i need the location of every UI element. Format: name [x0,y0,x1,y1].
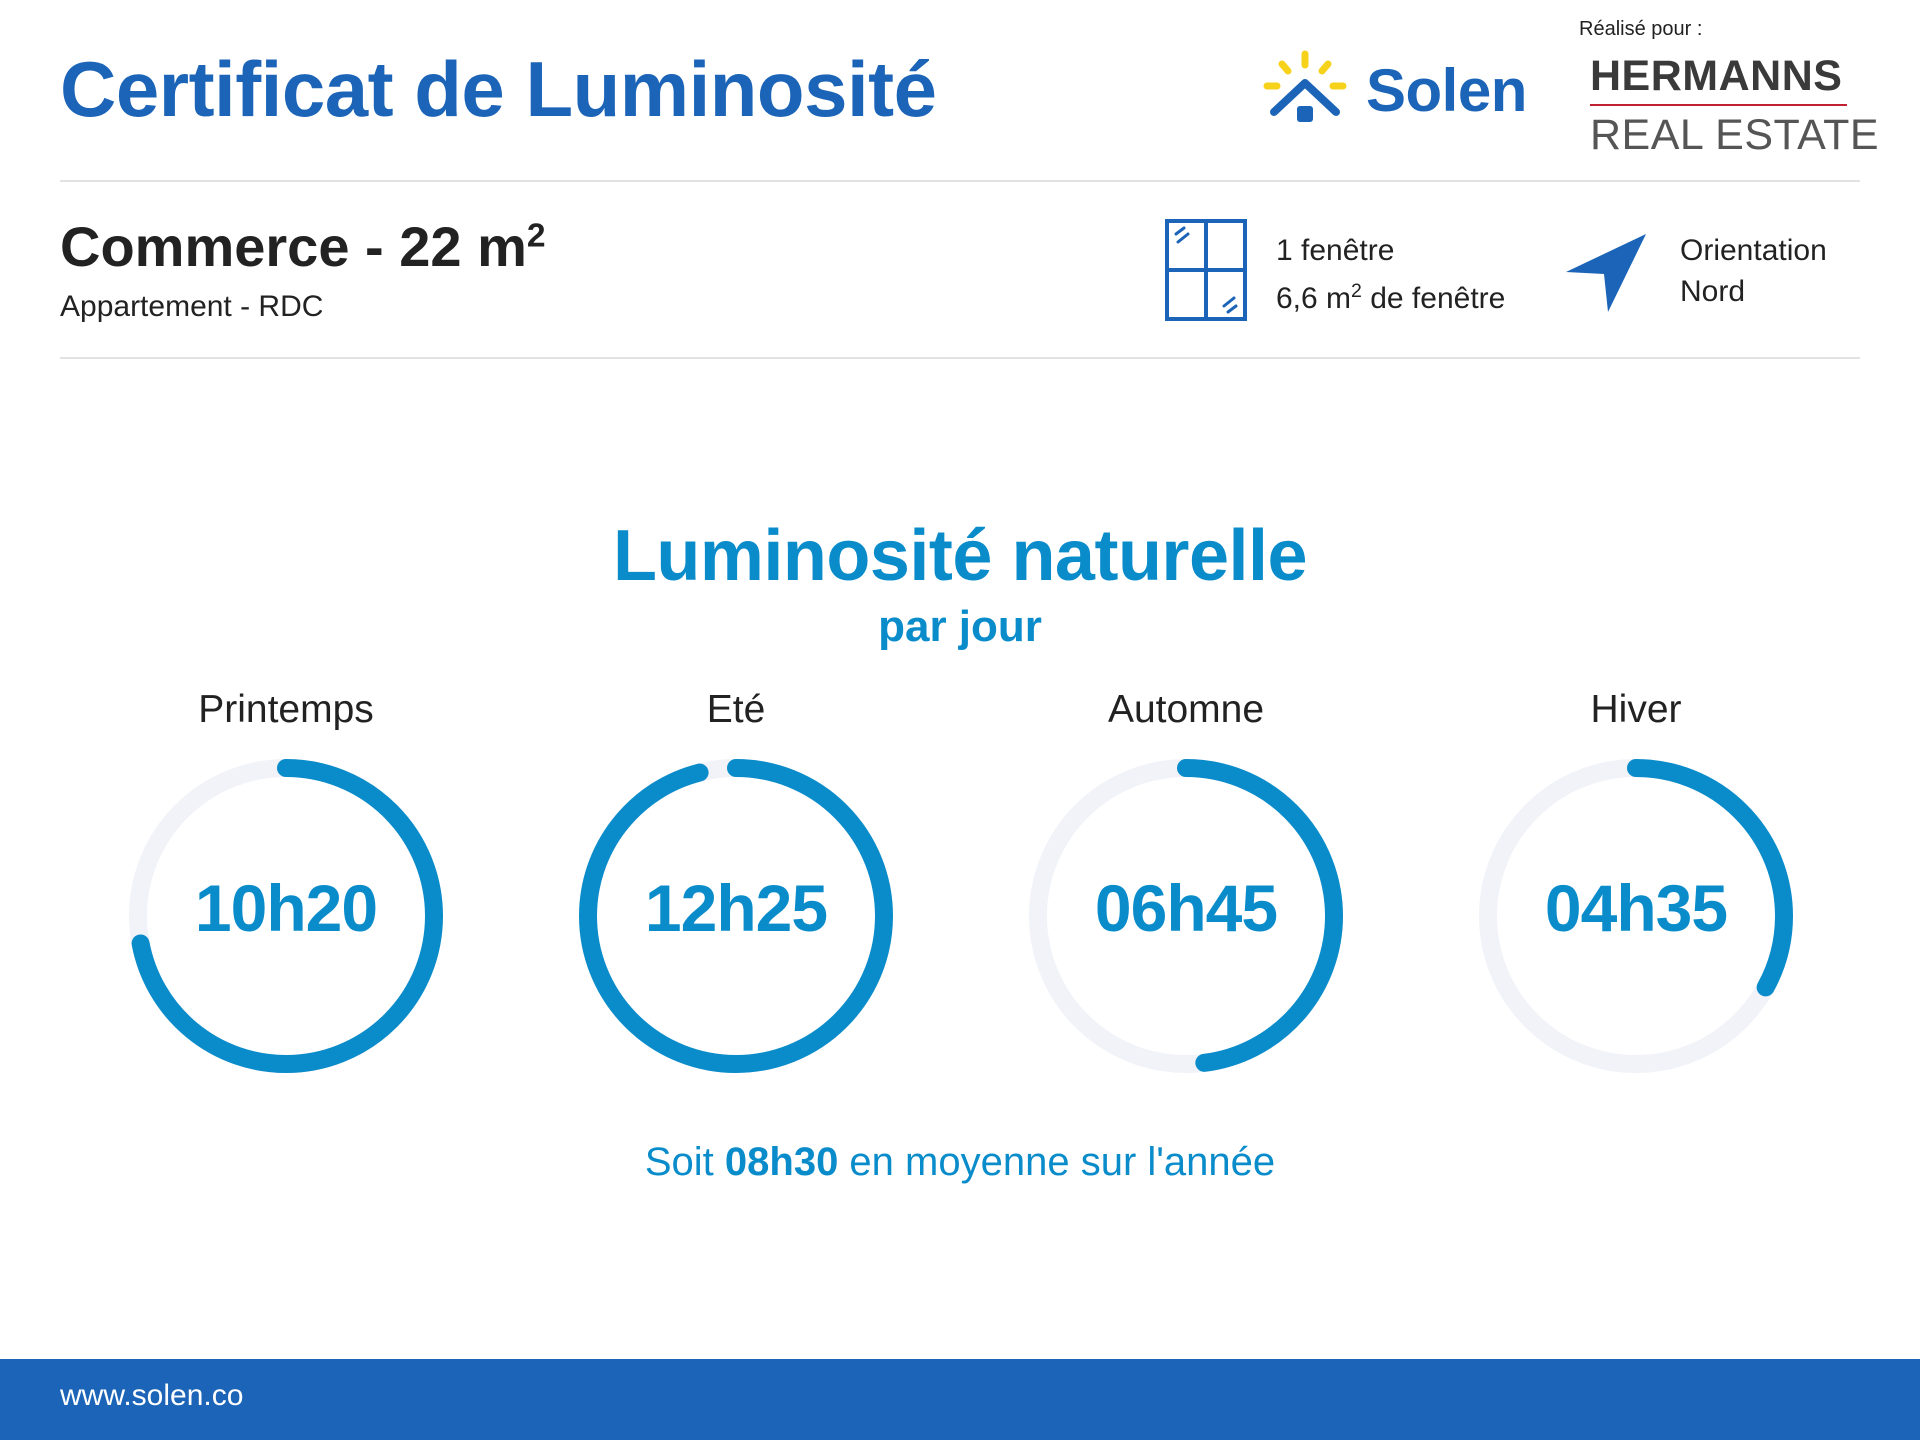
season-value: 12h25 [644,871,828,945]
orientation-info [1680,230,1827,312]
season-label: Hiver [1590,688,1682,731]
property-title: Commerce - 22 $m^2$ [60,215,546,278]
certificate-title: Certificat de Luminosité [60,45,937,133]
section-subtitle: par jour [878,602,1042,651]
footer-bar [0,1359,1920,1440]
season-label: Printemps [198,688,374,731]
sun-house-icon [1262,50,1348,130]
season-value: 06h45 [1094,871,1278,945]
season-automne [1006,680,1366,1080]
brand-name: Solen [1366,56,1527,124]
client-logo-rule [1590,104,1847,106]
season-ete [556,680,916,1080]
footer-url-link[interactable]: www.solen.co [60,1379,244,1412]
section-title: Luminosité naturelle [612,516,1308,596]
season-label: Automne [1107,688,1265,731]
info-divider [60,357,1860,359]
season-hiver [1456,680,1816,1080]
client-name: HERMANNS [1590,52,1843,100]
window-info [1276,230,1505,319]
window-icon [1164,218,1248,327]
client-logo [1590,52,1880,159]
header-divider [60,180,1860,182]
yearly-average: Soit 08h30 en moyenne sur l'année [644,1140,1276,1184]
average-value: 08h30 [724,1140,839,1184]
windows-count: 1 fenêtre [1276,234,1395,267]
season-label: Eté [706,688,766,731]
season-value: 04h35 [1544,871,1728,945]
solen-logo [1262,50,1527,130]
orientation-label: Orientation [1680,234,1827,267]
property-subtitle: Appartement - RDC [60,290,324,323]
navigation-arrow-icon [1562,230,1648,321]
window-area: 6,6 $m^2$ de fenêtre [1276,280,1506,315]
season-printemps [106,680,466,1080]
season-value: 10h20 [194,871,378,945]
client-tagline: REAL ESTATE [1590,111,1880,159]
realise-pour-label: Réalisé pour : [1579,18,1703,40]
orientation-value: Nord [1680,275,1746,308]
